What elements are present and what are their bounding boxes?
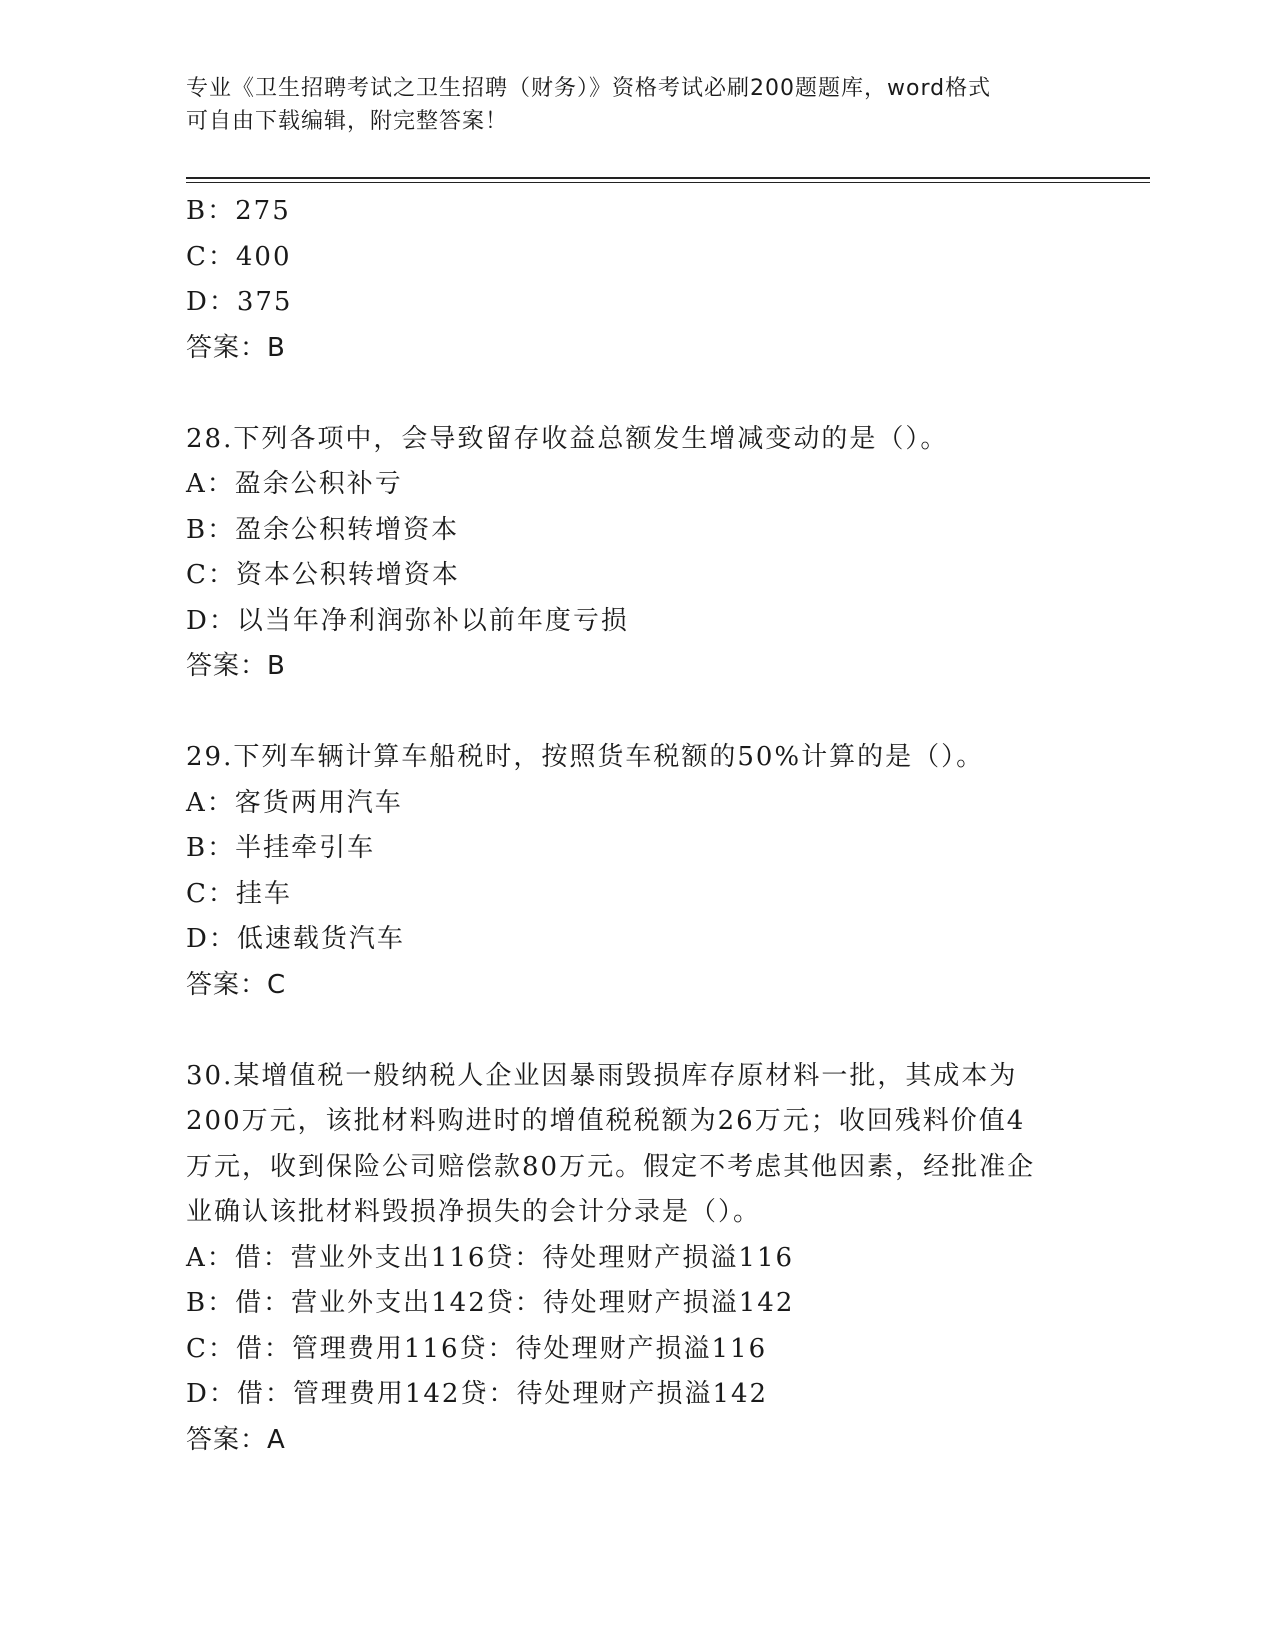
answer: 答案：A bbox=[186, 1424, 286, 1455]
option-b: B：275 bbox=[186, 196, 291, 226]
question-stem: 28.下列各项中，会导致留存收益总额发生增减变动的是（）。 bbox=[186, 423, 949, 454]
option-a: A：盈余公积补亏 bbox=[186, 469, 403, 499]
page-header bbox=[186, 72, 1086, 138]
question-stem-line-1: 30.某增值税一般纳税人企业因暴雨毁损库存原材料一批，其成本为 bbox=[186, 1060, 1018, 1091]
option-d: D：低速载货汽车 bbox=[186, 924, 405, 954]
question-30 bbox=[186, 1054, 1086, 1464]
option-c: C：挂车 bbox=[186, 878, 292, 909]
question-stem-line-4: 业确认该批材料毁损净损失的会计分录是（）。 bbox=[186, 1197, 762, 1227]
option-a: A：借：营业外支出116贷：待处理财产损溢116 bbox=[186, 1242, 795, 1273]
header-line-1: 专业《卫生招聘考试之卫生招聘（财务）》资格考试必刷200题题库，word格式 bbox=[186, 76, 992, 101]
question-28 bbox=[186, 417, 1086, 690]
option-d: D：借：管理费用142贷：待处理财产损溢142 bbox=[186, 1379, 769, 1409]
answer: 答案：B bbox=[186, 651, 286, 681]
question-stem-line-2: 200万元，该批材料购进时的增值税税额为26万元；收回残料价值4 bbox=[186, 1106, 1026, 1136]
option-b: B：借：营业外支出142贷：待处理财产损溢142 bbox=[186, 1288, 795, 1318]
option-d: D：375 bbox=[186, 287, 293, 317]
option-c: C：400 bbox=[186, 241, 292, 272]
answer: 答案：C bbox=[186, 969, 287, 1000]
header-divider-thick bbox=[186, 177, 1150, 179]
option-b: B：半挂牵引车 bbox=[186, 833, 376, 863]
option-d: D：以当年净利润弥补以前年度亏损 bbox=[186, 605, 629, 636]
question-29 bbox=[186, 735, 1086, 1008]
question-stem: 29.下列车辆计算车船税时，按照货车税额的50%计算的是（）。 bbox=[186, 742, 985, 772]
prev-question bbox=[186, 189, 1086, 371]
header-divider-thin bbox=[186, 182, 1150, 183]
question-stem-line-3: 万元，收到保险公司赔偿款80万元。假定不考虑其他因素，经批准企 bbox=[186, 1151, 1036, 1182]
option-c: C：借：管理费用116贷：待处理财产损溢116 bbox=[186, 1333, 768, 1364]
option-a: A：客货两用汽车 bbox=[186, 787, 403, 818]
header-line-2: 可自由下载编辑，附完整答案！ bbox=[186, 109, 509, 134]
answer: 答案：B bbox=[186, 332, 286, 363]
question-content bbox=[186, 189, 1086, 1463]
option-b: B：盈余公积转增资本 bbox=[186, 514, 460, 545]
option-c: C：资本公积转增资本 bbox=[186, 560, 460, 590]
